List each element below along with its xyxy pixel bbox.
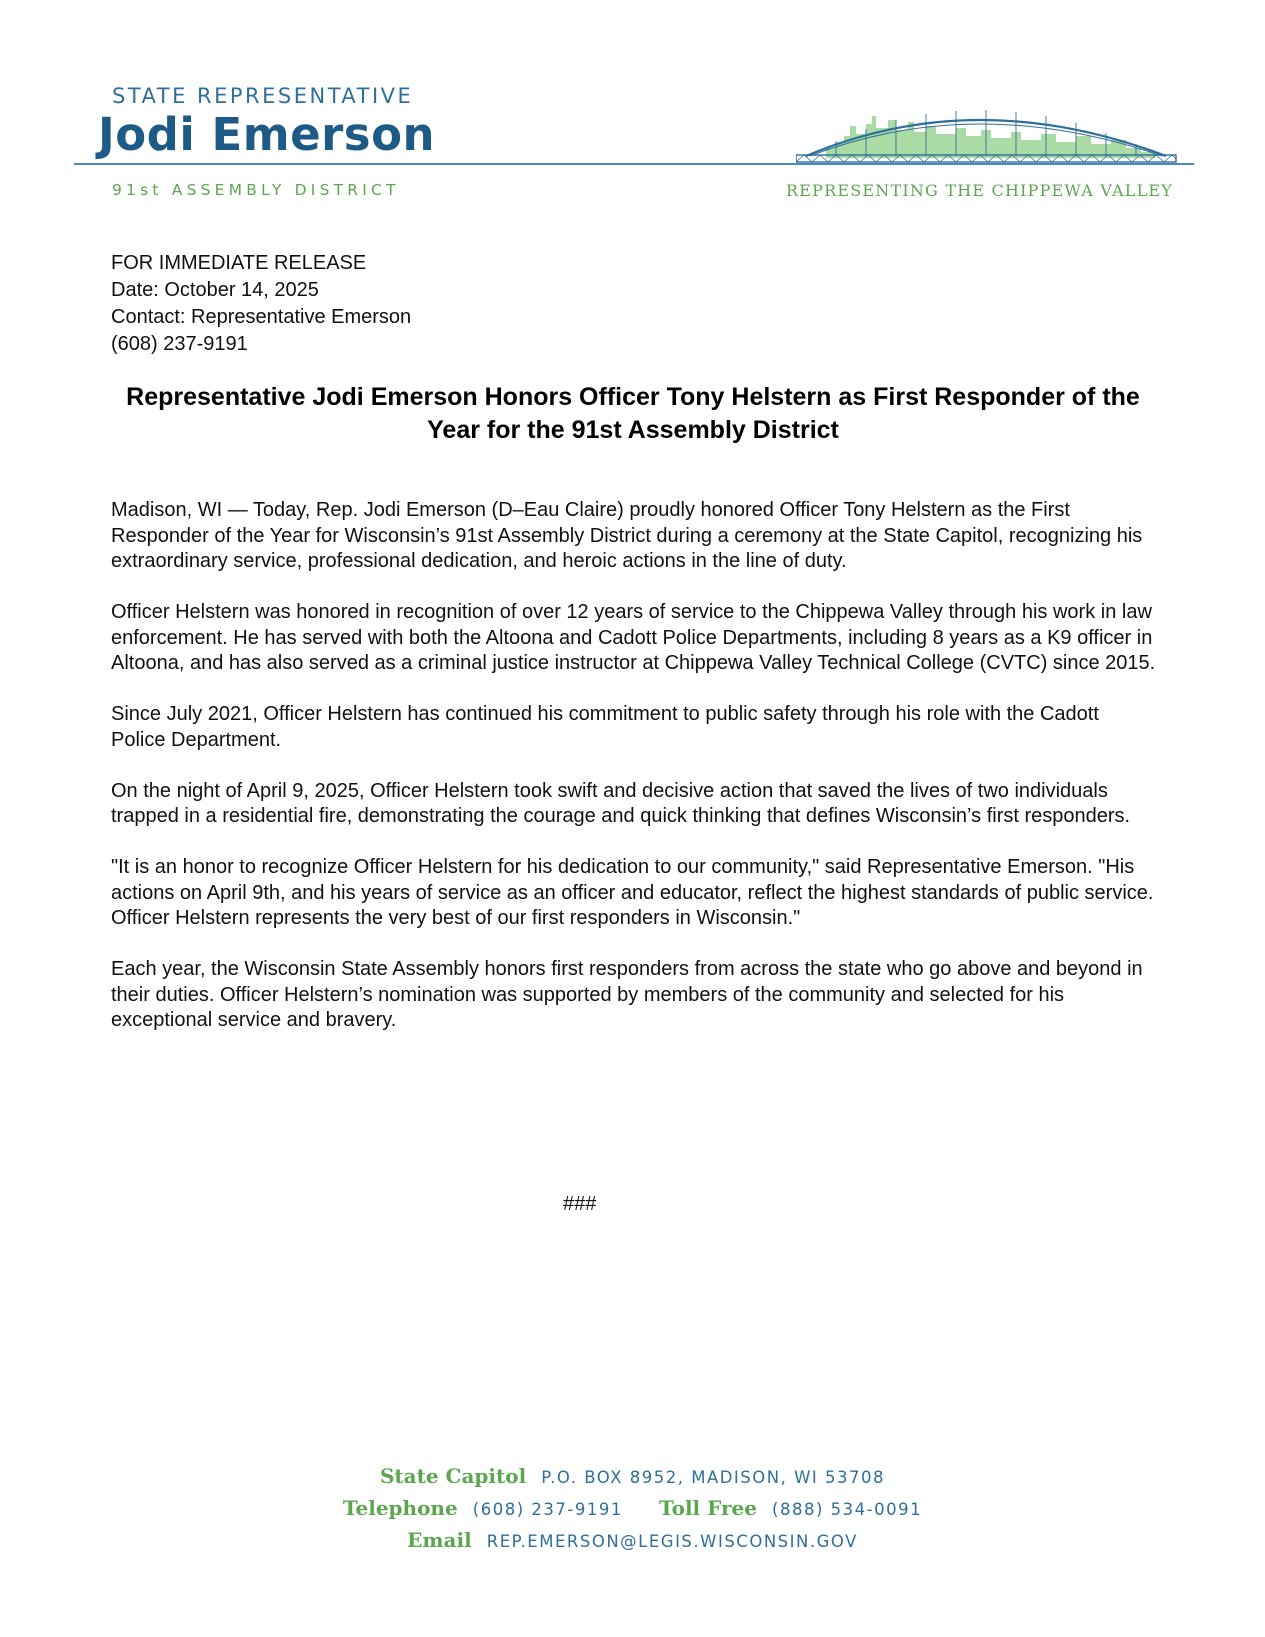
paragraph: Madison, WI — Today, Rep. Jodi Emerson (D–Eau Claire) proudly honored Officer Tony Helstern as the First Responder of the Year for Wisconsin’s 91st Assembly District during a ceremony at the State Capitol, recognizing his extraordinary service, professional dedication, and heroic actions in the line of duty. [111, 499, 1143, 572]
letterhead-title: STATE REPRESENTATIVE [112, 84, 414, 108]
state-capitol-label: State Capitol [379, 1464, 527, 1488]
footer-contact [0, 1460, 1265, 1556]
representative-name: Jodi Emerson [98, 108, 436, 161]
press-release-body [111, 498, 1156, 1059]
telephone-label: Telephone [342, 1496, 458, 1520]
paragraph: Officer Helstern was honored in recognition of over 12 years of service to the Chippewa Valley through his work in law enforcement. He has served with both the Altoona and Cadott Police Departments, including 8 years as a K9 officer in Altoona, and has also served as a criminal justice instructor at Chippewa Valley Technical College (CVTC) since 2015. [111, 601, 1156, 674]
headline: Representative Jodi Emerson Honors Officer Tony Helstern as First Responder of the Year for the 91st Assembly District [126, 383, 1140, 444]
district-label: 91st ASSEMBLY DISTRICT [112, 181, 400, 199]
email-label: Email [407, 1528, 472, 1552]
paragraph: "It is an honor to recognize Officer Helstern for his dedication to our community," said Representative Emerson. "His actions on April 9th, and his years of service as an officer and educator, reflect the highest standards of public service. Officer Helstern represents the very best of our first responders in Wisconsin." [111, 856, 1154, 929]
toll-free-number: (888) 534-0091 [772, 1500, 923, 1519]
release-info [111, 250, 411, 358]
bridge-logo-icon [796, 96, 1196, 166]
mailing-address: P.O. BOX 8952, MADISON, WI 53708 [541, 1468, 886, 1487]
footer-phone-row [0, 1492, 1265, 1524]
tagline: REPRESENTING THE CHIPPEWA VALLEY [786, 181, 1174, 200]
email-address: REP.EMERSON@LEGIS.WISCONSIN.GOV [486, 1532, 858, 1551]
release-phone: (608) 237-9191 [111, 333, 248, 355]
footer-email-row [0, 1524, 1265, 1556]
release-type: FOR IMMEDIATE RELEASE [111, 252, 367, 274]
paragraph: Each year, the Wisconsin State Assembly honors first responders from across the state who go above and beyond in their duties. Officer Helstern’s nomination was supported by members of the community and selected for his exceptional service and bravery. [111, 958, 1143, 1031]
release-contact: Contact: Representative Emerson [111, 306, 412, 328]
toll-free-label: Toll Free [659, 1496, 757, 1520]
paragraph: On the night of April 9, 2025, Officer Helstern took swift and decisive action that saved the lives of two individuals trapped in a residential fire, demonstrating the courage and quick thinking that defines Wisconsin’s first responders. [111, 779, 1131, 827]
letterhead [0, 0, 1265, 215]
release-date: Date: October 14, 2025 [111, 279, 319, 301]
telephone-number: (608) 237-9191 [472, 1500, 623, 1519]
end-mark: ### [563, 1193, 597, 1215]
paragraph: Since July 2021, Officer Helstern has continued his commitment to public safety through his role with the Cadott Police Department. [111, 703, 1099, 751]
footer-address-row [0, 1460, 1265, 1492]
